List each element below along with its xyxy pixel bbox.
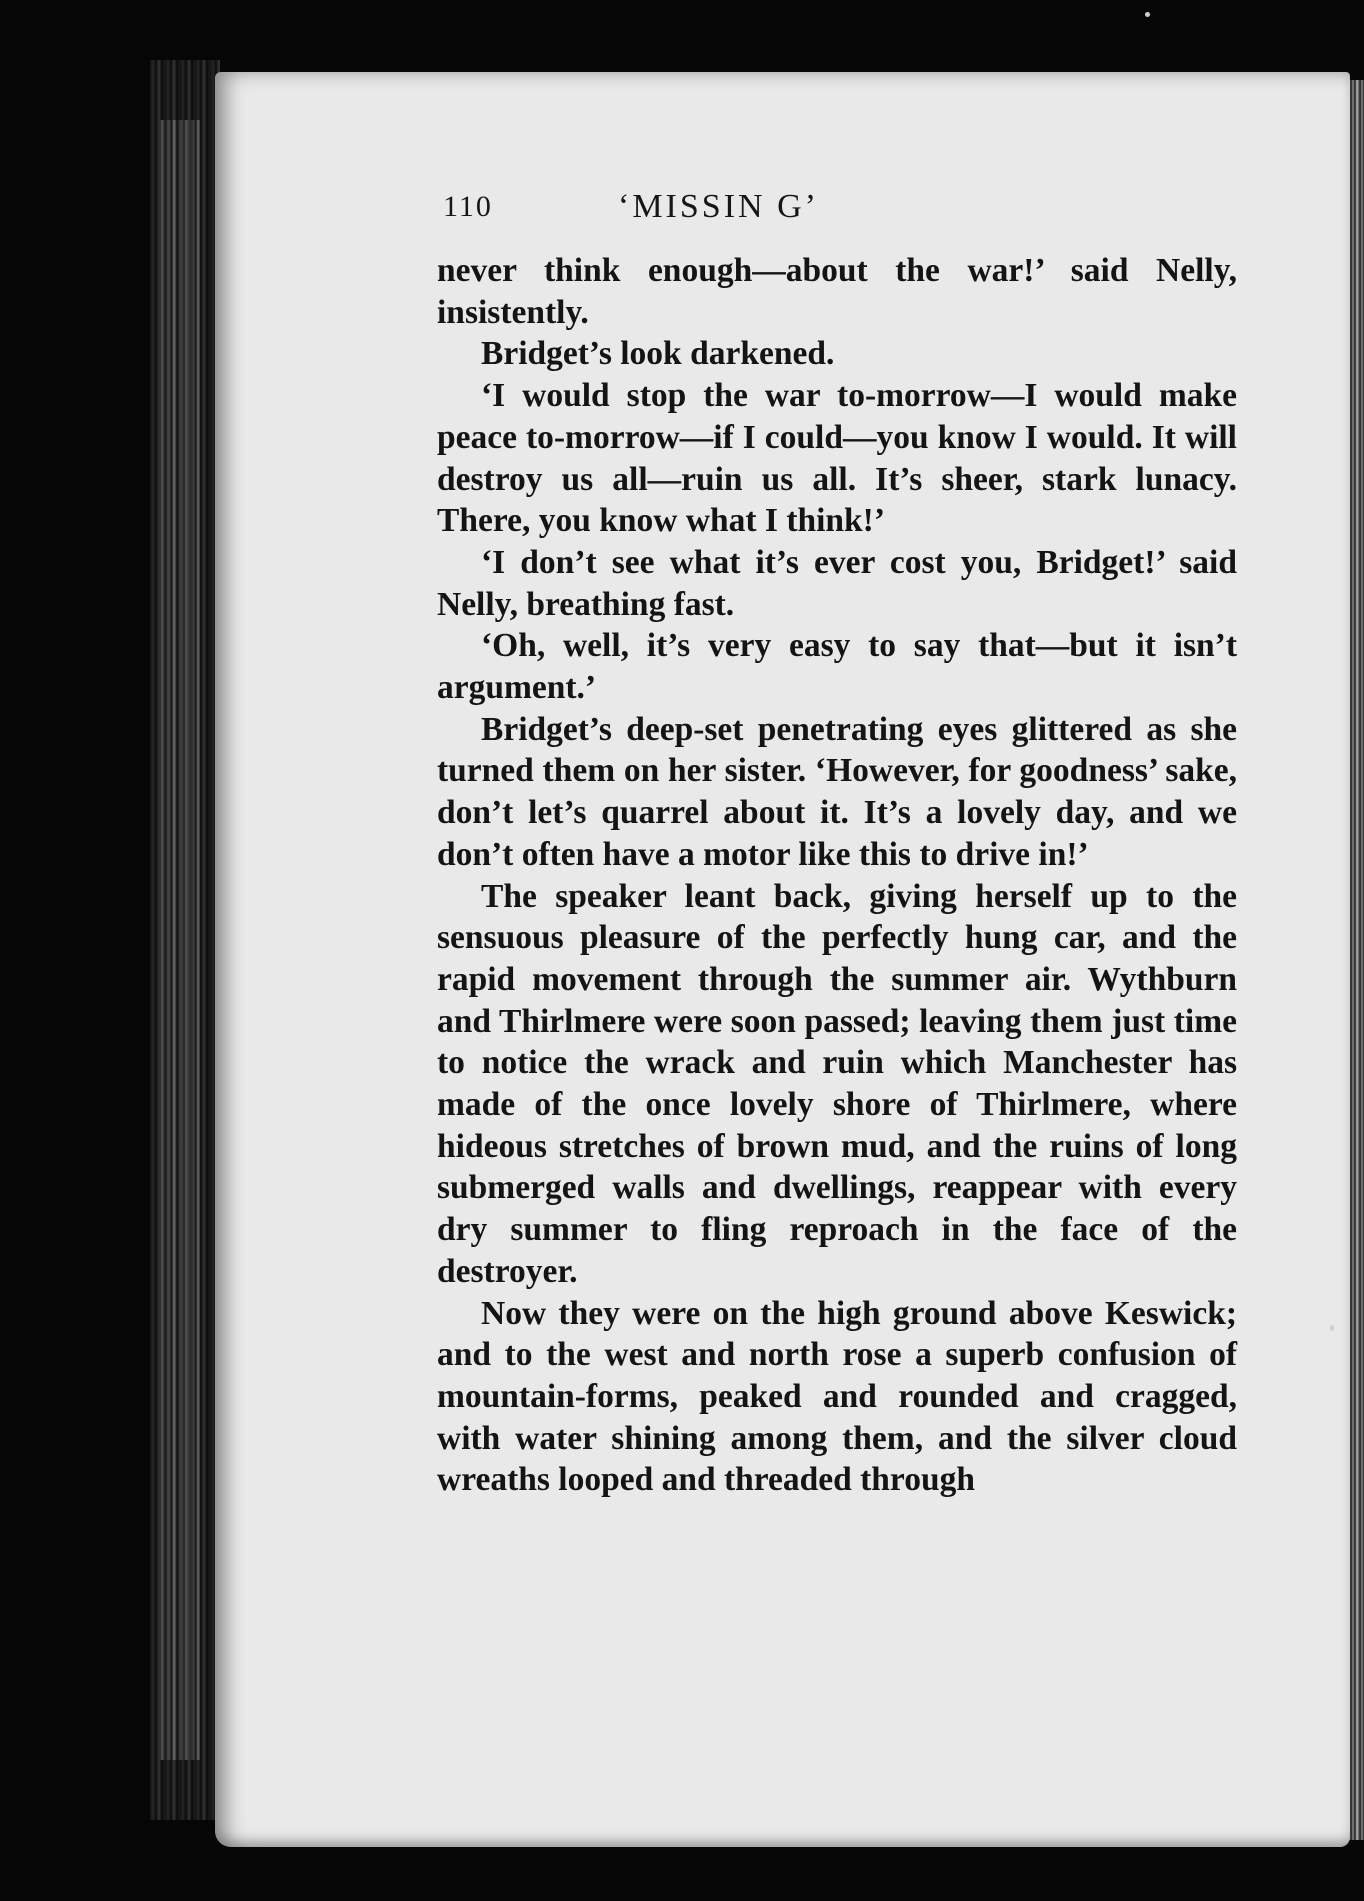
paragraph: Bridget’s deep-set penetrating eyes glittered as she turned them on her sister. ‘However, for goodness’ sake, don’t let’s quarrel about it. It’s a lovely day, and we don’t often have a motor like this to drive in!’ bbox=[437, 710, 1237, 873]
paragraph: never think enough—about the war!’ said Nelly, insistently. bbox=[437, 252, 1237, 331]
running-head: ‘MISSIN G’ bbox=[618, 188, 819, 225]
paragraph: Bridget’s look darkened. bbox=[481, 335, 835, 373]
scan-speck bbox=[1330, 1325, 1334, 1331]
binding-page-edges bbox=[160, 120, 200, 1760]
page-number: 110 bbox=[443, 190, 493, 223]
body-text bbox=[437, 250, 1237, 1501]
paragraph: ‘Oh, well, it’s very easy to say that—but it isn’t argument.’ bbox=[437, 627, 1237, 707]
paragraph: ‘I don’t see what it’s ever cost you, Bridget!’ said Nelly, breathing fast. bbox=[437, 543, 1237, 623]
scan-speck bbox=[1145, 12, 1150, 17]
paragraph: Now they were on the high ground above Keswick; and to the west and north rose a superb confusion of mountain-forms, peaked and rounded and cragged, with water shining among them, and the silver cloud wreaths looped and threaded through bbox=[437, 1294, 1237, 1499]
page-header bbox=[443, 188, 1043, 236]
paragraph: ‘I would stop the war to-morrow—I would make peace to-morrow—if I could—you know I would. It will destroy us all—ruin us all. It’s sheer, stark lunacy. There, you know what I think!’ bbox=[437, 377, 1237, 540]
paragraph: The speaker leant back, giving herself up to the sensuous pleasure of the perfectly hung car, and the rapid movement through the summer air. Wythburn and Thirlmere were soon passed; leaving them just time to notice the wrack and ruin which Manchester has made of the once lovely shore of Thirlmere, where hideous stretches of brown mud, and the ruins of long submerged walls and dwellings, reappear with every dry summer to fling reproach in the face of the destroyer. bbox=[437, 877, 1237, 1290]
